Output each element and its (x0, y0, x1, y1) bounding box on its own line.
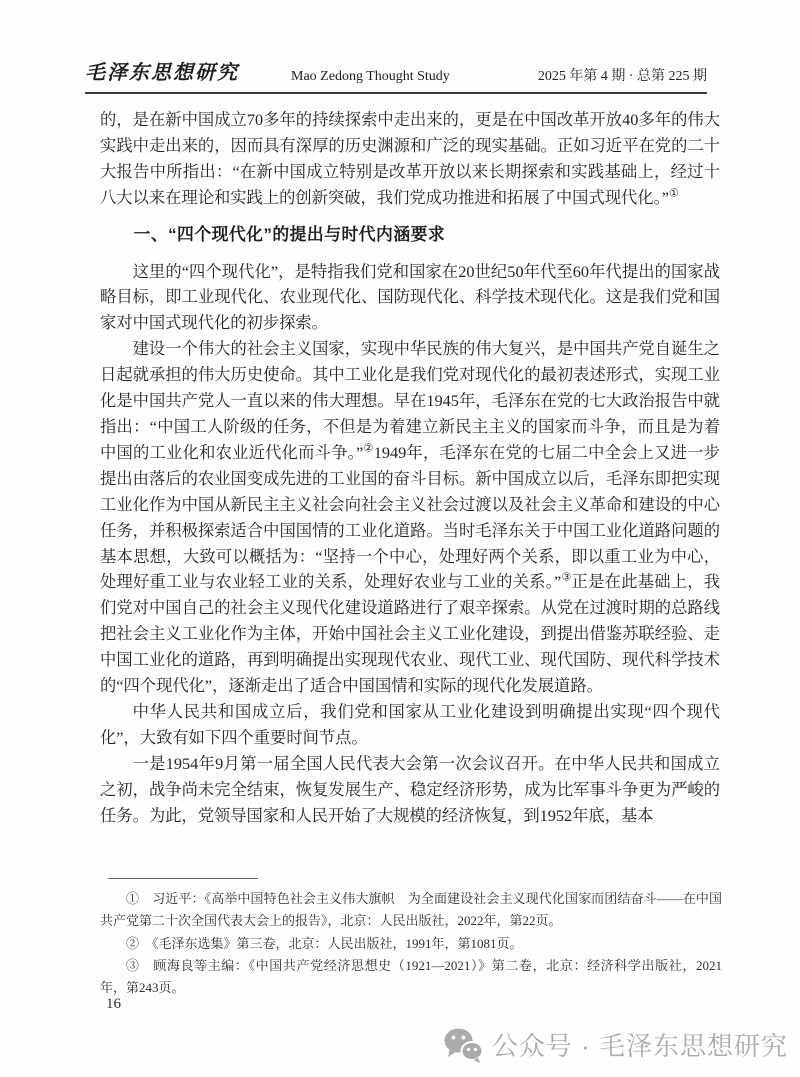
journal-title-en: Mao Zedong Thought Study (291, 69, 450, 84)
article-body (100, 107, 720, 879)
body-paragraph-5: 一是1954年9月第一届全国人民代表大会第一次会议召开。在中华人民共和国成立之初，战争尚未完全结束，恢复发展生产、稳定经济形势，成为比军事斗争更为严峻的任务。为此，党领导国家和人民开始了大规模的经济恢复，到1952年底，基本 (100, 753, 720, 825)
issue-info: 2025 年第 4 期 · 总第 225 期 (537, 69, 707, 84)
watermark-text: 公众号 · 毛泽东思想研究 (491, 1031, 788, 1061)
journal-logo: 毛泽东思想研究 (85, 60, 239, 84)
footnote-1: ① 习近平：《高举中国特色社会主义伟大旗帜 为全面建设社会主义现代化国家而团结奋斗——在中国共产党第二十次全国代表大会上的报告》，北京：人民出版社，2022年，第22页。 (100, 891, 722, 929)
footnote-3: ③ 顾海良等主编：《中国共产党经济思想史（1921—2021）》第二卷，北京：经济科学出版社，2021年，第243页。 (100, 957, 722, 996)
page-header (85, 58, 707, 94)
section-heading: 一、“四个现代化”的提出与时代内涵要求 (133, 224, 446, 244)
wechat-icon (443, 1027, 483, 1063)
footnote-2: ② 《毛泽东选集》第三卷，北京：人民出版社，1991年，第1081页。 (126, 935, 523, 951)
body-paragraph-2: 这里的“四个现代化”，是特指我们党和国家在20世纪50年代至60年代提出的国家战略目标，即工业现代化、农业现代化、国防现代化、科学技术现代化。这是我们党和国家对中国式现代化的初步探索。 (100, 261, 720, 333)
footnote-separator (108, 878, 258, 879)
footnote-block (100, 878, 722, 999)
body-paragraph-4: 中华人民共和国成立后，我们党和国家从工业化建设到明确提出实现“四个现代化”，大致有如下四个重要时间节点。 (100, 701, 720, 747)
body-paragraph-3: 建设一个伟大的社会主义国家，实现中华民族的伟大复兴，是中国共产党自诞生之日起就承担的伟大历史使命。其中工业化是我们党对现代化的最初表述形式，实现工业化是中国共产党人一直以来的伟大理想。早在1945年，毛泽东在党的七大政治报告中就指出：“中国工人阶级的任务，不但是为着建立新民主主义的国家而斗争，而且是为着中国的工业化和农业近代化而斗争。”②1949年，毛泽东在党的七届二中全会上又进一步提出由落后的农业国变成先进的工业国的奋斗目标。新中国成立以后，毛泽东即把实现工业化作为中国从新民主主义社会向社会主义社会过渡以及社会主义革命和建设的中心任务，并积极探索适合中国国情的工业化道路。当时毛泽东关于中国工业化道路问题的基本思想，大致可以概括为：“坚持一个中心，处理好两个关系，即以重工业为中心，处理好重工业与农业轻工业的关系，处理好农业与工业的关系。”③正是在此基础上，我们党对中国自己的社会主义现代化建设道路进行了艰辛探索。从党在过渡时期的总路线把社会主义工业化作为主体，开始中国社会主义工业化建设，到提出借鉴苏联经验、走中国工业化的道路，再到明确提出实现现代农业、现代工业、现代国防、现代科学技术的“四个现代化”，逐渐走出了适合中国国情和实际的现代化发展道路。 (100, 339, 720, 696)
page-number: 16 (106, 996, 121, 1012)
watermark (443, 1026, 788, 1063)
body-paragraph-1: 的，是在新中国成立70多年的持续探索中走出来的，更是在中国改革开放40多年的伟大实践中走出来的，因而具有深厚的历史渊源和广泛的现实基础。正如习近平在党的二十大报告中所指出：“在新中国成立特别是改革开放以来长期探索和实践基础上，经过十八大以来在理论和实践上的创新突破，我们党成功推进和拓展了中国式现代化。”① (100, 110, 720, 207)
